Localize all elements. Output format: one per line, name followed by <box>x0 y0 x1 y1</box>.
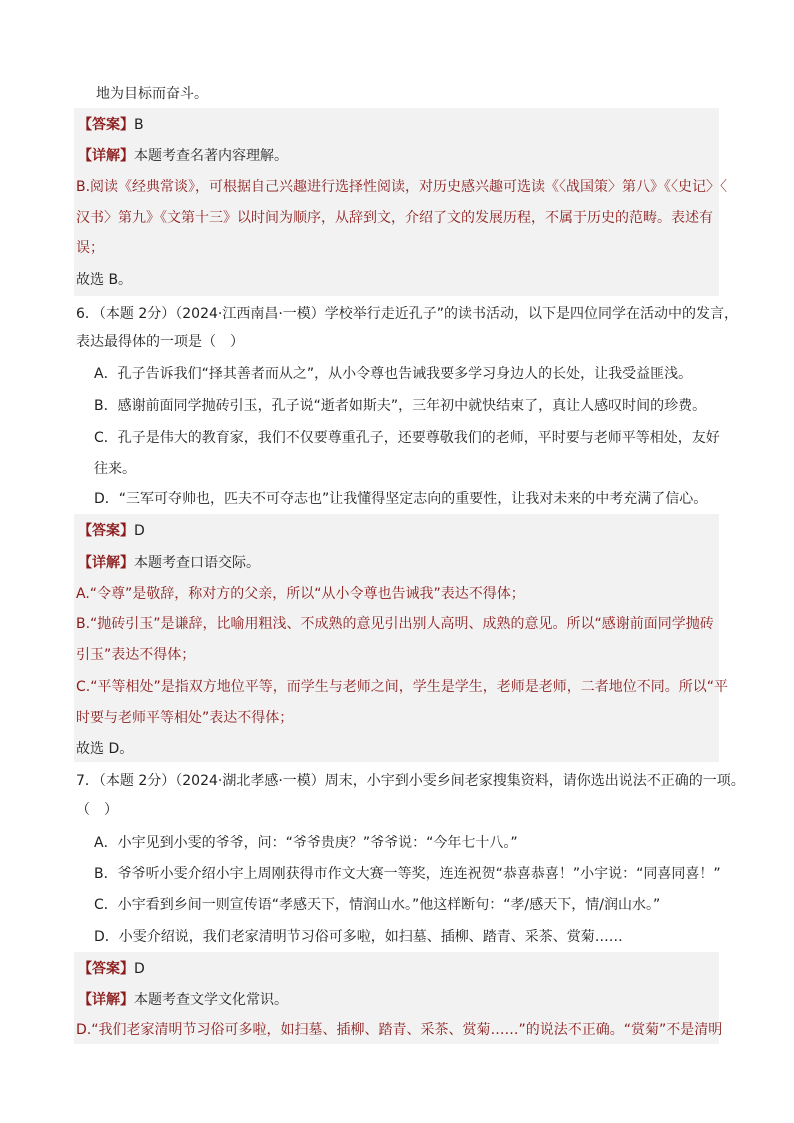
q7-stem-1: 7．（本题 2分）（2024·湖北孝感·一模）周末，小宇到小雯乡间老家搜集资料，请你选出说法不正确的一项。 <box>76 773 745 789</box>
q6-option-a: A．孔子告诉我们“择其善者而从之”，从小令尊也告诫我要多学习身边人的长处，让我受益匪浅。 <box>94 366 693 382</box>
q6-option-b: B．感谢前面同学抛砖引玉，孔子说“逝者如斯夫”，三年初中就快结束了，真让人感叹时间的珍费。 <box>94 398 707 414</box>
answer-block-q5 <box>74 108 719 296</box>
q6-explanation-a: A.“令尊”是敬辞，称对方的父亲，所以“从小令尊也告诫我”表达不得体； <box>76 586 525 602</box>
q6-explanation-c-2: 时要与老师平等相处”表达不得体； <box>76 710 294 726</box>
q6-answer <box>78 521 145 541</box>
detail-text: 本题考查文学文化常识。 <box>134 992 288 1008</box>
intro-line: 地为目标而奋斗。 <box>96 86 208 102</box>
q6-option-c-1: C．孔子是伟大的教育家，我们不仅要尊重孔子，还要尊敬我们的老师，平时要与老师平等相处，友好 <box>94 430 720 446</box>
q5-answer <box>78 115 144 135</box>
answer-tag: 【答案】 <box>78 961 134 977</box>
q6-option-d: D．“三军可夺帅也，匹夫不可夺志也”让我懂得坚定志向的重要性，让我对未来的中考充满了信心。 <box>94 491 708 507</box>
q5-explanation-1: B.阅读《经典常谈》，可根据自己兴趣进行选择性阅读，对历史感兴趣可选读《〈战国策〉第八》《〈史记〉〈 <box>76 179 728 195</box>
answer-value: B <box>134 117 144 133</box>
q5-conclusion: 故选 B。 <box>76 272 133 288</box>
detail-tag: 【详解】 <box>78 148 134 164</box>
q7-option-d: D．小雯介绍说，我们老家清明节习俗可多啦，如扫墓、插柳、踏青、采茶、赏菊…… <box>94 929 623 945</box>
q7-option-b: B．爷爷听小雯介绍小宇上周刚获得市作文大赛一等奖，连连祝贺“恭喜恭喜！”小宇说：“同喜同喜！” <box>94 866 721 882</box>
answer-value: D <box>134 523 145 539</box>
q5-explanation-2: 汉书〉第九》《文第十三》以时间为顺序，从辞到文，介绍了文的发展历程，不属于历史的范畴。表述有 <box>76 210 713 226</box>
answer-value: D <box>134 961 145 977</box>
q6-explanation-b-1: B.“抛砖引玉”是谦辞，比喻用粗浅、不成熟的意见引出别人高明、成熟的意见。所以“感谢前面同学抛砖 <box>76 616 714 632</box>
q7-option-a: A．小宇见到小雯的爷爷，问：“爷爷贵庚？”爷爷说：“今年七十八。” <box>94 835 518 851</box>
q7-option-c: C．小宇看到乡间一则宣传语“孝感天下，情润山水。”他这样断句：“孝/感天下，情/润山水。” <box>94 897 661 913</box>
q7-detail <box>78 990 288 1010</box>
detail-tag: 【详解】 <box>78 992 134 1008</box>
detail-text: 本题考查口语交际。 <box>134 555 260 571</box>
detail-text: 本题考查名著内容理解。 <box>134 148 288 164</box>
q7-explanation-d: D.“我们老家清明节习俗可多啦，如扫墓、插柳、踏青、采茶、赏菊……”的说法不正确。“赏菊”不是清明 <box>76 1022 723 1038</box>
q5-detail <box>78 146 288 166</box>
q7-stem-2: （ ） <box>76 802 118 818</box>
q5-explanation-3: 误； <box>76 240 104 256</box>
q7-answer <box>78 959 145 979</box>
q6-stem-2: 表达最得体的一项是（ ） <box>76 334 244 350</box>
q6-conclusion: 故选 D。 <box>76 741 134 757</box>
detail-tag: 【详解】 <box>78 555 134 571</box>
answer-tag: 【答案】 <box>78 523 134 539</box>
q6-stem-1: 6．（本题 2分）（2024·江西南昌·一模）学校举行走近孔子”的读书活动，以下是四位同学在活动中的发言， <box>76 306 739 322</box>
q6-explanation-b-2: 引玉”表达不得体； <box>76 647 196 663</box>
q6-explanation-c-1: C.“平等相处”是指双方地位平等，而学生与老师之间，学生是学生，老师是老师，二者地位不同。所以“平 <box>76 679 728 695</box>
answer-tag: 【答案】 <box>78 117 134 133</box>
q6-option-c-2: 往来。 <box>94 461 136 477</box>
q6-detail <box>78 553 260 573</box>
